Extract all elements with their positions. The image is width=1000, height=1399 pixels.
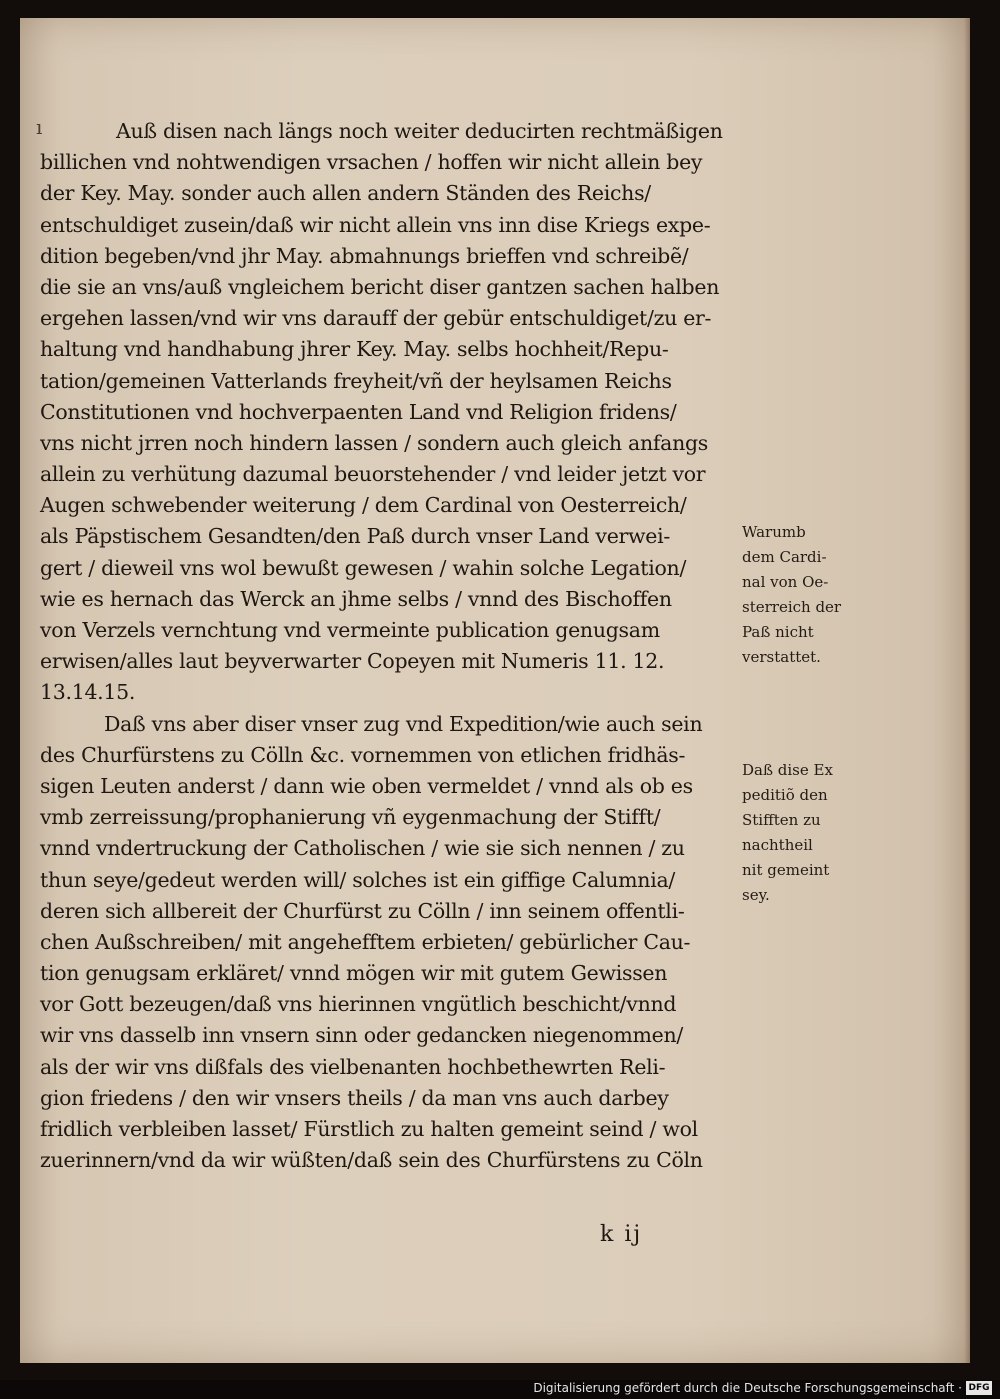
text-line: Constitutionen vnd hochverpaenten Land vnd Religion fridens/	[40, 399, 677, 424]
text-line: als der wir vns dißfals des vielbenanten hochbethewrten Reli-	[40, 1054, 666, 1079]
text-line: dition begeben/vnd jhr May. abmahnungs brieffen vnd schreibẽ/	[40, 243, 689, 268]
text-line: billichen vnd nohtwendigen vrsachen / hoffen wir nicht allein bey	[40, 150, 703, 175]
marginal-note-line: Paß nicht	[742, 623, 814, 641]
text-line: zuerinnern/vnd da wir wüßten/daß sein des Churfürstens zu Cöln	[40, 1148, 703, 1173]
text-line: chen Außschreiben/ mit angehefftem erbieten/ gebürlicher Cau-	[40, 929, 691, 954]
marginal-note-line: sey.	[742, 886, 770, 904]
text-line: von Verzels vernchtung vnd vermeinte publication genugsam	[40, 618, 660, 642]
text-line: die sie an vns/auß vngleichem bericht diser gantzen sachen halben	[40, 274, 720, 299]
footer-credit: Digitalisierung gefördert durch die Deutsche Forschungsgemeinschaft ·	[533, 1381, 962, 1395]
text-line: sigen Leuten anderst / dann wie oben vermeldet / vnnd als ob es	[40, 773, 693, 798]
text-line: allein zu verhütung dazumal beuorstehender / vnd leider jetzt vor	[40, 462, 706, 487]
text-line: tation/gemeinen Vatterlands freyheit/vñ der heylsamen Reichs	[40, 368, 672, 393]
text-line: vns nicht jrren noch hindern lassen / sondern auch gleich anfangs	[40, 430, 709, 455]
text-line: thun seye/gedeut werden will/ solches ist ein giffige Calumnia/	[40, 867, 675, 892]
signature-mark: k ij	[600, 1222, 643, 1247]
text-line: 13.14.15.	[40, 680, 136, 705]
marginal-note-expedition	[742, 758, 882, 908]
text-line: vnnd vndertruckung der Catholischen / wie sie sich nennen / zu	[40, 836, 685, 861]
text-line: der Key. May. sonder auch allen andern Ständen des Reichs/	[40, 181, 651, 206]
marginal-note-line: Stifften zu	[742, 811, 821, 829]
marginal-note-line: nit gemeint	[742, 861, 830, 879]
text-line: deren sich allbereit der Churfürst zu Cölln / inn seinem offentli-	[40, 898, 685, 923]
text-line: entschuldiget zusein/daß wir nicht allein vns inn dise Kriegs expe-	[40, 212, 711, 237]
text-line: vmb zerreissung/prophanierung vñ eygenmachung der Stifft/	[40, 805, 661, 830]
gutter-mark: ı	[36, 115, 43, 139]
marginal-note-cardinal	[742, 520, 882, 670]
marginal-note-line: nachtheil	[742, 836, 813, 854]
text-line: erwisen/alles laut beyverwarter Copeyen mit Numeris 11. 12.	[40, 649, 665, 674]
text-line: vor Gott bezeugen/daß vns hierinnen vngütlich beschicht/vnnd	[40, 992, 677, 1017]
text-line: fridlich verbleiben lasset/ Fürstlich zu halten gemeint seind / wol	[40, 1117, 698, 1141]
marginal-note-line: verstattet.	[742, 648, 821, 666]
text-line: Auß disen nach längs noch weiter deducirten rechtmäßigen	[116, 119, 723, 143]
dfg-logo: DFG	[966, 1381, 992, 1395]
text-line: gion friedens / den wir vnsers theils / da man vns auch darbey	[40, 1085, 669, 1110]
text-line: gert / dieweil vns wol bewußt gewesen / wahin solche Legation/	[40, 555, 687, 580]
text-line: tion genugsam erkläret/ vnnd mögen wir mit gutem Gewissen	[40, 961, 668, 986]
text-line: haltung vnd handhabung jhrer Key. May. selbs hochheit/Repu-	[40, 337, 669, 362]
text-line: wie es hernach das Werck an jhme selbs / vnnd des Bischoffen	[40, 586, 672, 611]
marginal-note-line: sterreich der	[742, 598, 842, 616]
text-line: wir vns dasselb inn vnsern sinn oder gedancken niegenommen/	[40, 1023, 683, 1048]
marginal-note-line: Daß dise Ex	[742, 761, 833, 779]
text-line: Daß vns aber diser vnser zug vnd Expedition/wie auch sein	[104, 711, 703, 736]
text-line: als Päpstischem Gesandten/den Paß durch vnser Land verwei-	[40, 524, 671, 549]
main-text-block	[40, 116, 760, 1176]
marginal-note-line: dem Cardi-	[742, 548, 827, 566]
marginal-note-line: Warumb	[742, 523, 806, 541]
page-edge-shadow	[964, 18, 970, 1363]
text-line: Augen schwebender weiterung / dem Cardinal von Oesterreich/	[40, 493, 687, 518]
text-line: ergehen lassen/vnd wir vns darauff der gebür entschuldiget/zu er-	[40, 306, 712, 331]
marginal-note-line: peditiõ den	[742, 786, 828, 804]
marginal-note-line: nal von Oe-	[742, 573, 829, 591]
text-line: des Churfürstens zu Cölln &c. vornemmen von etlichen fridhäs-	[40, 742, 686, 767]
